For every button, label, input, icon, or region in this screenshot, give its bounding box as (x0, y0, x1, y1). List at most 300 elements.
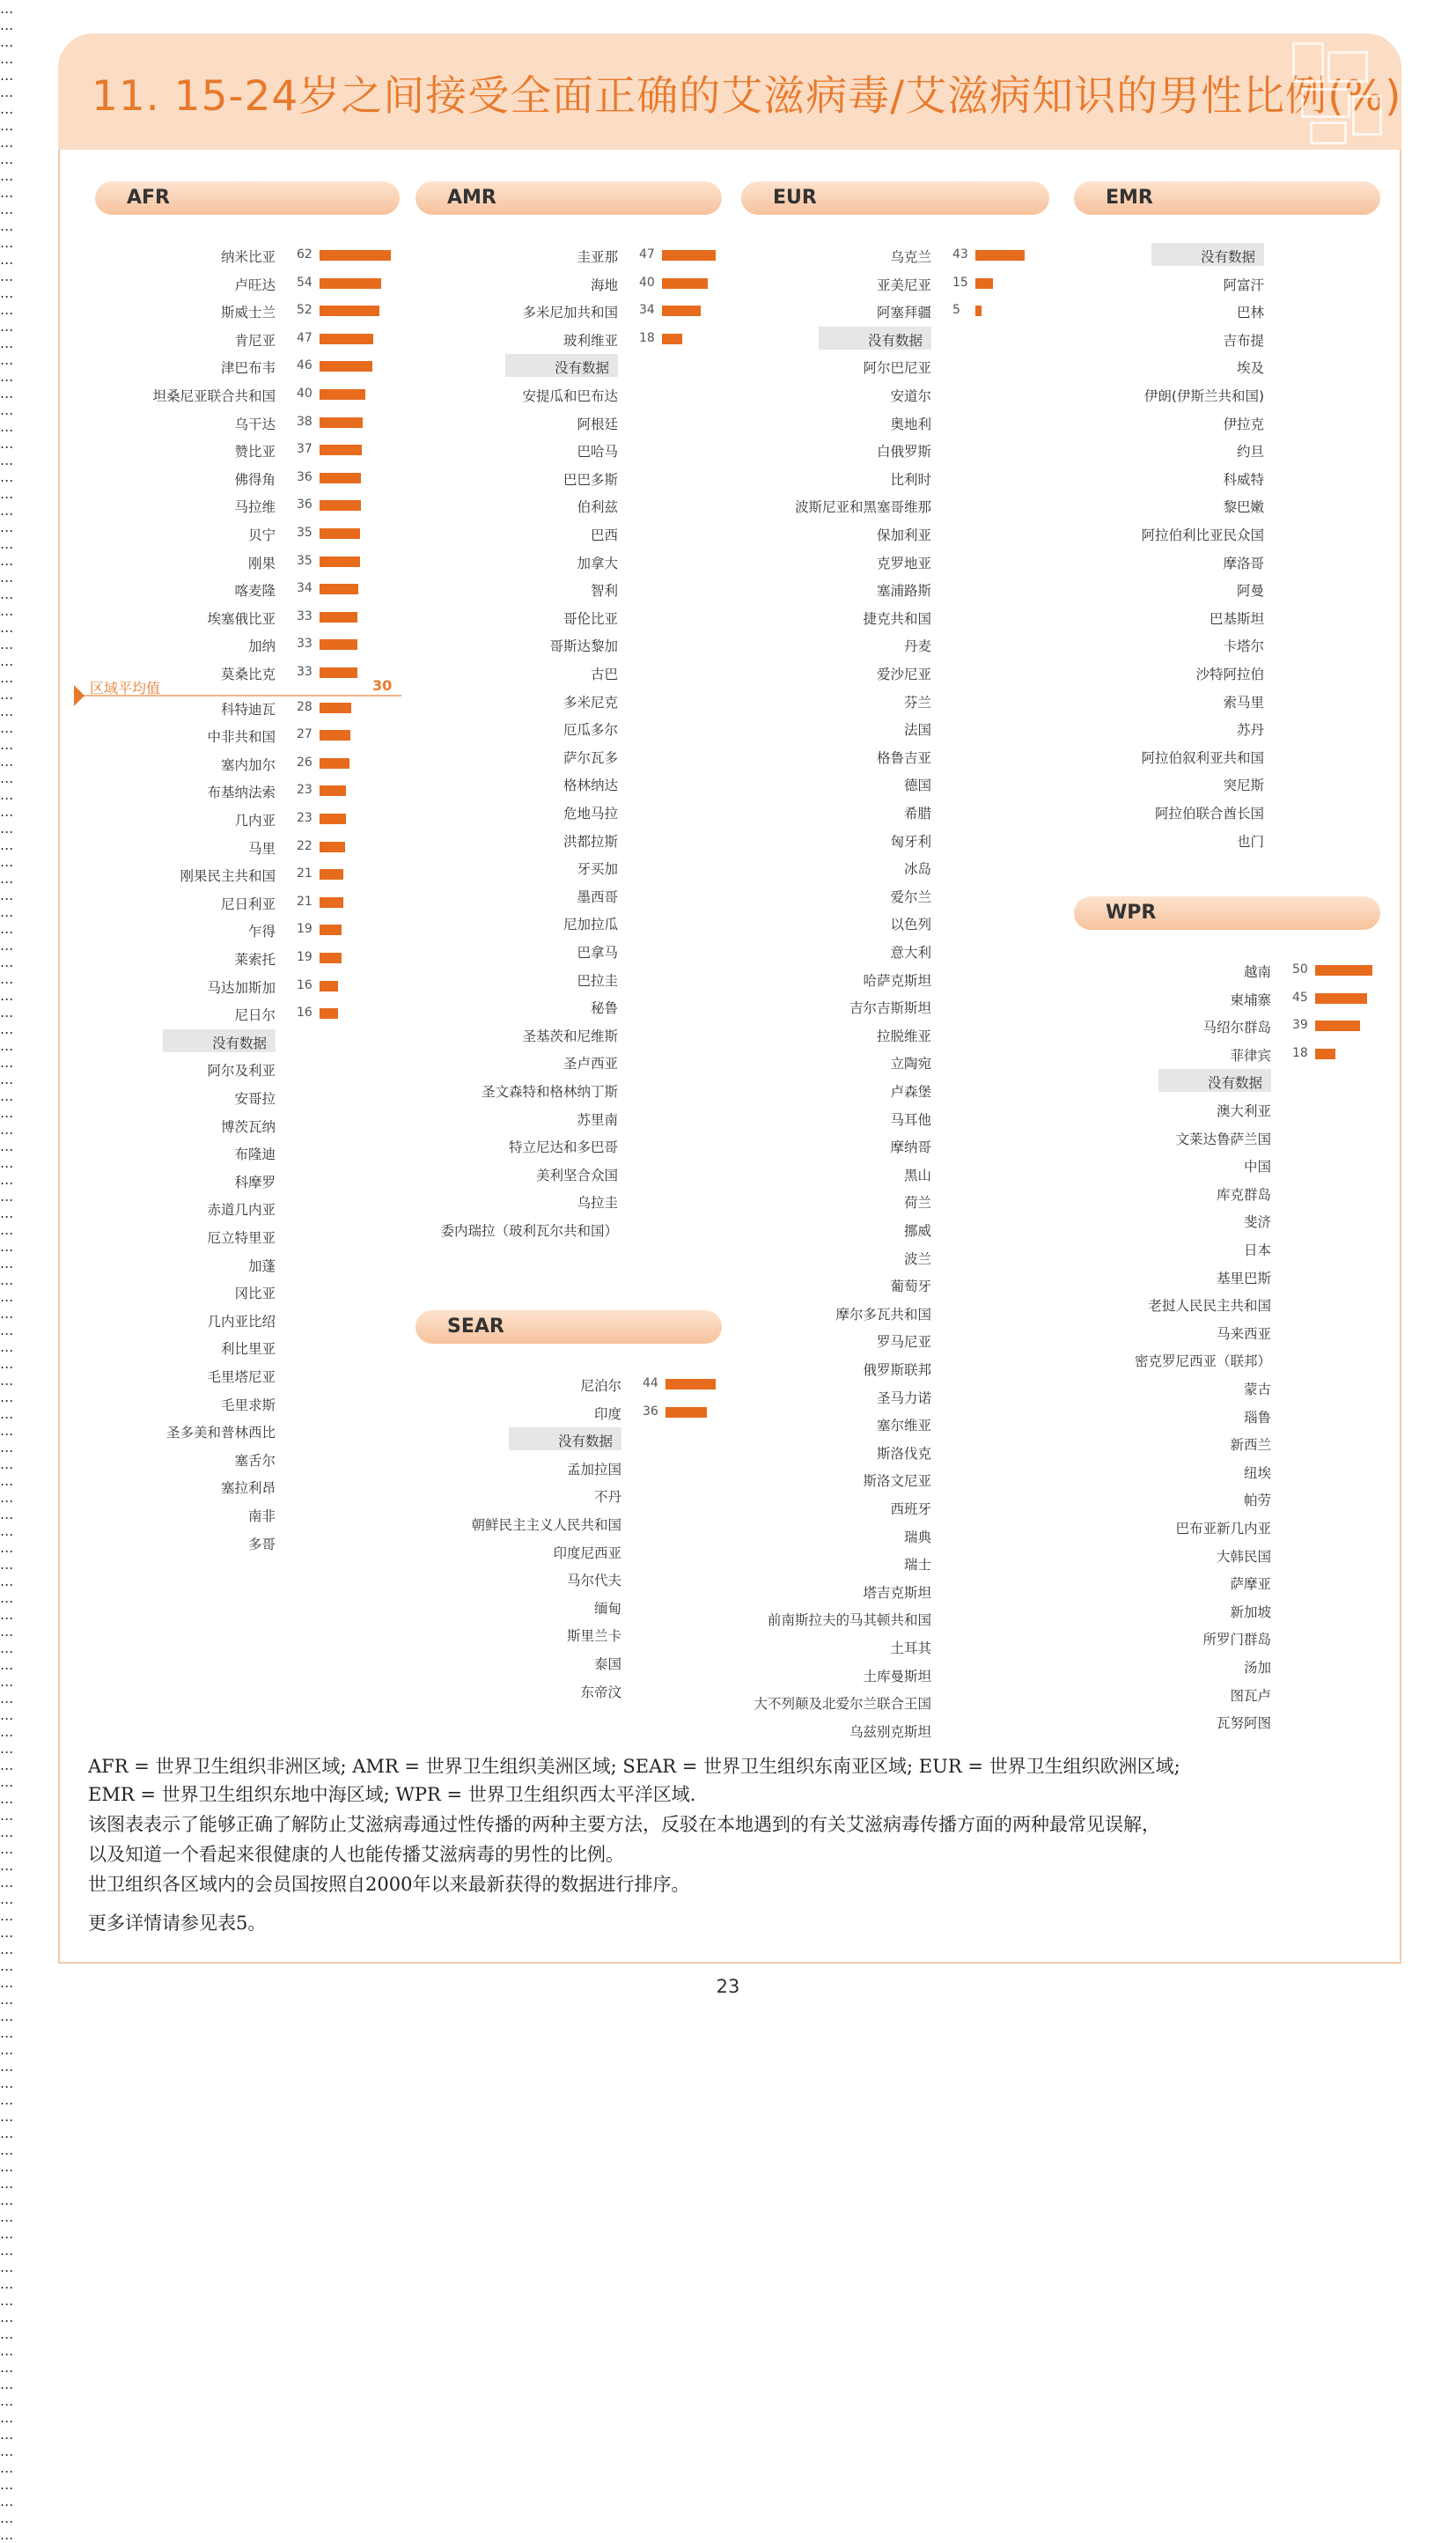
missing-marker: ... (0, 1439, 14, 1456)
missing-marker: ... (0, 703, 14, 719)
data-row (667, 275, 931, 292)
missing-marker: ... (0, 1405, 14, 1422)
page-title: 11. 15-24岁之间接受全面正确的艾滋病毒/艾滋病知识的男性比例(%) (92, 72, 1402, 121)
missing-row (632, 1165, 931, 1183)
missing-marker: ... (0, 2259, 14, 2275)
missing-marker: ... (0, 452, 14, 468)
missing-marker: ... (0, 368, 14, 385)
missing-row (319, 1053, 618, 1071)
value-label: 47 (297, 330, 313, 345)
missing-marker: ... (0, 335, 14, 351)
data-row (11, 699, 276, 717)
missing-marker: ... (0, 586, 14, 602)
missing-row (632, 914, 931, 932)
country-label: 爱尔兰 (890, 888, 931, 905)
missing-marker: ... (0, 987, 14, 1004)
country-label: 乌兹别克斯坦 (849, 1723, 931, 1740)
value-label: 45 (1292, 990, 1308, 1005)
data-row (354, 330, 618, 348)
missing-row (972, 1379, 1271, 1397)
missing-row (965, 664, 1264, 682)
missing-row (965, 357, 1264, 375)
missing-marker: ... (0, 2141, 14, 2158)
country-label: 爱沙尼亚 (876, 667, 931, 682)
country-label: 大不列颠及北爱尔兰联合王国 (754, 1696, 931, 1713)
missing-row (965, 692, 1264, 710)
value-label: 33 (297, 608, 313, 623)
missing-row (632, 1249, 931, 1266)
missing-row (0, 1311, 276, 1329)
missing-marker: ... (0, 2242, 14, 2259)
missing-row (972, 1129, 1271, 1146)
missing-row (0, 1478, 276, 1495)
data-row (354, 275, 618, 292)
value-label: 38 (297, 414, 313, 429)
country-label: 法国 (903, 722, 931, 739)
country-label: 海地 (590, 276, 618, 293)
data-row (357, 1375, 621, 1393)
missing-marker: ... (0, 1857, 14, 1874)
country-label: 摩洛哥 (1223, 555, 1264, 571)
region-header-afr (95, 181, 400, 215)
missing-row (0, 1338, 276, 1356)
missing-row (319, 970, 618, 988)
data-row (11, 1005, 276, 1022)
country-label: 泰国 (593, 1656, 621, 1672)
missing-row (319, 998, 618, 1015)
missing-marker: ... (0, 468, 14, 485)
country-label: 马来西亚 (1216, 1325, 1271, 1342)
missing-marker: ... (0, 1757, 14, 1773)
country-label: 土库曼斯坦 (863, 1668, 931, 1684)
missing-marker: ... (0, 1874, 14, 1891)
missing-row (972, 1240, 1271, 1257)
missing-row (0, 1506, 276, 1523)
missing-marker: ... (0, 2208, 14, 2225)
no-data-label: 没有数据 (867, 332, 923, 349)
country-label: 波兰 (903, 1250, 931, 1267)
country-label: 沙特阿拉伯 (1195, 667, 1264, 682)
country-label: 埃及 (1236, 360, 1264, 377)
country-label: 博茨瓦纳 (220, 1118, 276, 1135)
country-label: 葡萄牙 (890, 1279, 931, 1295)
region-header-eur (741, 181, 1049, 215)
missing-row (972, 1184, 1271, 1202)
country-label: 安哥拉 (234, 1091, 276, 1107)
country-label: 塔吉克斯坦 (863, 1584, 931, 1601)
country-label: 保加利亚 (876, 527, 931, 543)
value-label: 34 (639, 303, 655, 318)
country-label: 瑞典 (903, 1529, 931, 1545)
country-label: 坦桑尼亚联合共和国 (152, 388, 276, 404)
missing-marker: ... (0, 1338, 14, 1355)
missing-marker: ... (0, 67, 14, 84)
country-label: 新西兰 (1230, 1437, 1271, 1454)
missing-row (965, 748, 1264, 765)
data-row (11, 525, 276, 542)
country-label: 卢森堡 (890, 1084, 931, 1100)
no-data-row (357, 1431, 621, 1448)
missing-marker: ... (0, 837, 14, 853)
country-label: 瑞士 (903, 1557, 931, 1574)
country-label: 东帝汶 (580, 1684, 621, 1700)
country-label: 安道尔 (890, 388, 931, 404)
missing-marker: ... (0, 134, 14, 151)
missing-row (0, 1088, 276, 1106)
missing-marker: ... (0, 251, 14, 268)
region-label: EUR (773, 187, 817, 209)
missing-marker: ... (0, 2510, 14, 2526)
data-row (1007, 1017, 1271, 1035)
country-label: 多哥 (247, 1536, 276, 1552)
data-row (357, 1404, 621, 1421)
missing-row (319, 887, 618, 904)
missing-row (0, 1060, 276, 1078)
missing-row (319, 553, 618, 571)
missing-row (632, 1388, 931, 1405)
missing-row (965, 386, 1264, 403)
missing-marker: ... (0, 1773, 14, 1790)
missing-row (972, 1295, 1271, 1313)
missing-row (632, 1192, 931, 1210)
missing-row (319, 525, 618, 542)
missing-row (322, 1625, 621, 1643)
missing-row (632, 748, 931, 765)
value-label: 16 (297, 977, 313, 992)
missing-row (319, 1137, 618, 1154)
country-label: 埃塞俄比亚 (207, 610, 276, 627)
value-label: 47 (639, 247, 655, 262)
country-label: 巴西 (590, 527, 618, 543)
missing-row (965, 803, 1264, 821)
missing-marker: ... (0, 2459, 14, 2476)
data-row (11, 497, 276, 514)
country-label: 尼日尔 (234, 1007, 276, 1024)
missing-row (965, 469, 1264, 487)
country-label: 罗马尼亚 (876, 1334, 931, 1351)
missing-marker: ... (0, 2008, 14, 2024)
missing-row (319, 914, 618, 932)
region-header-amr (415, 181, 722, 215)
country-label: 拉脱维亚 (876, 1028, 931, 1044)
missing-marker: ... (0, 1021, 14, 1037)
average-value: 30 (372, 676, 393, 694)
missing-marker: ... (0, 686, 14, 703)
value-label: 40 (297, 387, 313, 401)
data-row (11, 810, 276, 828)
missing-marker: ... (0, 1673, 14, 1690)
value-label: 39 (1292, 1018, 1308, 1033)
no-data-label: 没有数据 (1207, 1075, 1262, 1092)
country-label: 圣马力诺 (876, 1389, 931, 1406)
missing-row (319, 748, 618, 765)
country-label: 尼泊尔 (580, 1378, 621, 1394)
country-label: 玻利维亚 (563, 332, 618, 349)
missing-marker: ... (0, 50, 14, 67)
data-row (11, 921, 276, 939)
country-label: 巴布亚新几内亚 (1175, 1521, 1271, 1537)
missing-marker: ... (0, 1154, 14, 1171)
data-row (11, 302, 276, 320)
country-label: 哈萨克斯坦 (863, 972, 931, 989)
missing-row (632, 1554, 931, 1572)
country-label: 马尔代夫 (566, 1573, 621, 1589)
missing-row (632, 1610, 931, 1627)
missing-marker: ... (0, 1188, 14, 1205)
data-row (667, 302, 931, 320)
country-label: 刚果民主共和国 (180, 868, 276, 885)
missing-row (319, 803, 618, 821)
country-label: 阿尔巴尼亚 (863, 360, 931, 377)
country-label: 印度 (593, 1405, 621, 1422)
missing-marker: ... (0, 1171, 14, 1188)
region-header-wpr (1074, 896, 1380, 930)
missing-marker: ... (0, 1389, 14, 1405)
missing-marker: ... (0, 803, 14, 820)
country-label: 亚美尼亚 (876, 276, 931, 293)
missing-marker: ... (0, 853, 14, 870)
country-label: 斐济 (1243, 1214, 1271, 1231)
missing-row (972, 1268, 1271, 1286)
footnote-line: AFR = 世界卫生组织非洲区域; AMR = 世界卫生组织美洲区域; SEAR = 世界卫生组织东南亚区域; EUR = 世界卫生组织欧洲区域; (88, 1756, 1180, 1777)
data-row (11, 949, 276, 967)
missing-marker: ... (0, 1957, 14, 1974)
country-label: 瑙鲁 (1243, 1409, 1271, 1426)
missing-marker: ... (0, 184, 14, 201)
missing-row (632, 357, 931, 375)
country-label: 斯里兰卡 (566, 1628, 621, 1645)
value-label: 15 (952, 275, 968, 290)
value-label: 52 (297, 303, 313, 318)
country-label: 菲律宾 (1230, 1047, 1271, 1064)
data-row (11, 330, 276, 348)
footnote-line: 更多详情请参见表5。 (88, 1913, 267, 1934)
country-label: 索马里 (1223, 694, 1264, 711)
missing-marker: ... (0, 1807, 14, 1824)
country-label: 阿拉伯叙利亚共和国 (1141, 749, 1264, 766)
region-header-emr (1074, 181, 1380, 215)
value-label: 19 (297, 950, 313, 964)
missing-marker: ... (0, 2493, 14, 2510)
country-label: 波斯尼亚和黑塞哥维那 (794, 499, 931, 516)
missing-marker: ... (0, 770, 14, 786)
missing-marker: ... (0, 351, 14, 368)
missing-row (319, 1192, 618, 1210)
missing-marker: ... (0, 970, 14, 987)
country-label: 丹麦 (903, 638, 931, 655)
missing-marker: ... (0, 887, 14, 903)
missing-marker: ... (0, 1924, 14, 1941)
region-label: SEAR (447, 1316, 504, 1338)
missing-row (632, 1053, 931, 1071)
footnote-line: 该图表表示了能够正确了解防止艾滋病毒通过性传播的两种主要方法，反驳在本地遇到的有关艾滋病毒传播方面的两种最常见误解， (88, 1814, 1160, 1835)
missing-marker: ... (0, 2158, 14, 2175)
missing-row (0, 1227, 276, 1245)
missing-marker: ... (0, 1506, 14, 1522)
missing-row (319, 469, 618, 487)
data-row (11, 755, 276, 772)
missing-row (972, 1490, 1271, 1507)
missing-marker: ... (0, 2443, 14, 2459)
missing-marker: ... (0, 502, 14, 519)
missing-marker: ... (0, 2091, 14, 2108)
missing-marker: ... (0, 17, 14, 33)
country-label: 毛里求斯 (220, 1397, 276, 1413)
missing-row (0, 1172, 276, 1190)
missing-marker: ... (0, 167, 14, 184)
country-label: 几内亚比绍 (207, 1313, 276, 1330)
missing-row (972, 1407, 1271, 1425)
missing-row (319, 664, 618, 682)
footnote-line: 世卫组织各区域内的会员国按照自2000年以来最新获得的数据进行排序。 (88, 1874, 690, 1895)
country-label: 图瓦卢 (1230, 1687, 1271, 1704)
country-label: 尼加拉瓜 (563, 917, 618, 933)
missing-row (0, 1534, 276, 1552)
country-label: 中非共和国 (207, 729, 276, 746)
country-label: 津巴布韦 (220, 360, 276, 377)
missing-marker: ... (0, 1991, 14, 2008)
missing-row (632, 1471, 931, 1488)
missing-marker: ... (0, 2175, 14, 2192)
country-label: 几内亚 (234, 813, 276, 829)
country-label: 巴哈马 (577, 444, 618, 461)
missing-row (632, 469, 931, 487)
country-label: 越南 (1243, 964, 1271, 980)
missing-row (632, 775, 931, 792)
country-label: 乍得 (247, 924, 276, 940)
missing-row (972, 1156, 1271, 1174)
country-label: 纳米比亚 (220, 249, 276, 265)
country-label: 塞浦路斯 (876, 583, 931, 600)
country-label: 多米尼加共和国 (522, 305, 618, 321)
country-label: 危地马拉 (563, 806, 618, 822)
missing-row (319, 636, 618, 653)
missing-marker: ... (0, 1790, 14, 1807)
missing-marker: ... (0, 1690, 14, 1706)
missing-row (0, 1395, 276, 1412)
missing-marker: ... (0, 1121, 14, 1138)
country-label: 日本 (1243, 1242, 1271, 1258)
missing-row (965, 719, 1264, 737)
missing-row (972, 1713, 1271, 1730)
missing-row (965, 553, 1264, 571)
missing-row (965, 441, 1264, 459)
country-label: 牙买加 (577, 861, 618, 878)
missing-marker: ... (0, 1656, 14, 1673)
country-label: 中国 (1243, 1159, 1271, 1176)
missing-row (632, 942, 931, 960)
no-data-row (1007, 1072, 1271, 1090)
country-label: 阿塞拜疆 (876, 305, 931, 321)
missing-row (632, 414, 931, 431)
value-label: 19 (297, 922, 313, 937)
country-label: 约旦 (1236, 444, 1264, 461)
value-label: 34 (297, 581, 313, 596)
missing-marker: ... (0, 2024, 14, 2041)
country-label: 马绍尔群岛 (1202, 1020, 1271, 1036)
country-label: 阿富汗 (1223, 276, 1264, 293)
country-label: 莱索托 (234, 952, 276, 968)
country-label: 匈牙利 (890, 833, 931, 850)
missing-marker: ... (0, 2476, 14, 2493)
missing-marker: ... (0, 920, 14, 937)
country-label: 希腊 (903, 806, 931, 822)
country-label: 毛里塔尼亚 (207, 1369, 276, 1385)
missing-marker: ... (0, 100, 14, 117)
value-label: 36 (297, 498, 313, 512)
data-row (354, 247, 618, 264)
missing-marker: ... (0, 1054, 14, 1071)
missing-row (632, 831, 931, 849)
missing-row (972, 1434, 1271, 1452)
data-row (11, 580, 276, 598)
missing-marker: ... (0, 719, 14, 736)
country-label: 巴基斯坦 (1209, 610, 1264, 627)
country-label: 澳大利亚 (1216, 1103, 1271, 1119)
missing-row (632, 803, 931, 821)
missing-marker: ... (0, 2326, 14, 2342)
country-label: 瓦努阿图 (1216, 1715, 1271, 1732)
missing-marker: ... (0, 1891, 14, 1907)
country-label: 大韩民国 (1216, 1548, 1271, 1565)
missing-marker: ... (0, 569, 14, 586)
country-label: 哥伦比亚 (563, 610, 618, 627)
missing-marker: ... (0, 217, 14, 234)
missing-row (972, 1518, 1271, 1536)
country-label: 孟加拉国 (566, 1461, 621, 1478)
value-label: 27 (297, 727, 313, 742)
data-row (11, 977, 276, 995)
value-label: 21 (297, 894, 313, 909)
data-row (11, 414, 276, 431)
missing-row (965, 831, 1264, 849)
missing-marker: ... (0, 619, 14, 636)
country-label: 尼日利亚 (220, 896, 276, 912)
country-label: 特立尼达和多巴哥 (508, 1139, 618, 1156)
country-label: 也门 (1236, 833, 1264, 850)
missing-row (0, 1256, 276, 1273)
country-label: 马拉维 (234, 499, 276, 516)
missing-row (972, 1463, 1271, 1480)
no-data-row (354, 357, 618, 375)
missing-row (322, 1459, 621, 1477)
missing-marker: ... (0, 234, 14, 251)
missing-marker: ... (0, 0, 14, 17)
missing-marker: ... (0, 519, 14, 535)
missing-row (965, 302, 1264, 320)
country-label: 奥地利 (890, 416, 931, 432)
data-row (11, 386, 276, 403)
country-label: 伊朗(伊斯兰共和国) (1143, 388, 1264, 404)
missing-row (632, 887, 931, 904)
missing-marker: ... (0, 201, 14, 217)
data-row (11, 469, 276, 487)
country-label: 马达加斯加 (207, 979, 276, 996)
country-label: 厄立特里亚 (207, 1230, 276, 1246)
missing-row (972, 1323, 1271, 1341)
missing-marker: ... (0, 1221, 14, 1238)
country-label: 南非 (247, 1508, 276, 1524)
missing-marker: ... (0, 2125, 14, 2141)
country-label: 巴拉圭 (577, 972, 618, 989)
value-label: 35 (297, 553, 313, 568)
country-label: 黑山 (903, 1167, 931, 1183)
missing-marker: ... (0, 2108, 14, 2125)
country-label: 比利时 (890, 471, 931, 488)
country-label: 土耳其 (890, 1640, 931, 1656)
average-label: 区域平均值 (90, 679, 161, 697)
missing-marker: ... (0, 1640, 14, 1656)
